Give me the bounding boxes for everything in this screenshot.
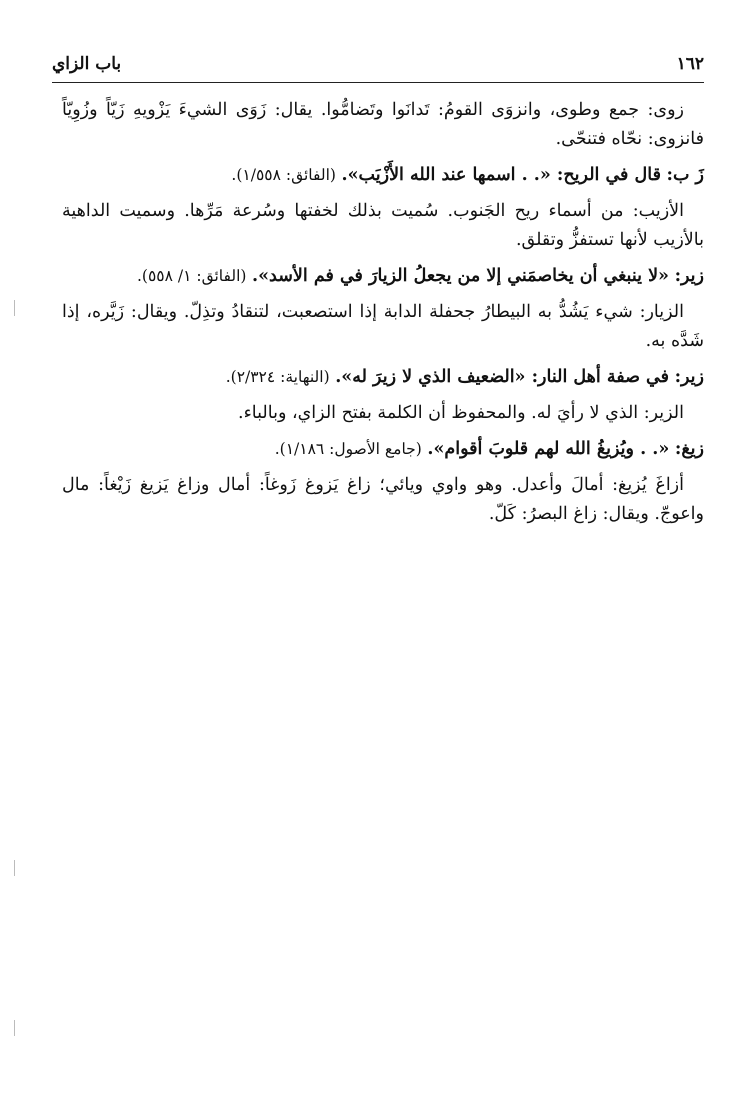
entry-quote: «. . ويُزيغُ الله لهم قلوبَ أقوام».	[427, 439, 670, 459]
paragraph-text: أزاغَ يُزيغ: أمالَ وأعدل. وهو واوي ويائي؛ زاغ يَزوغ زَوغاً: أمال وزاغ يَزيغ زَيْغاً: مال واعوجّ. ويقال: زاغ البصرُ: كَلّ.	[62, 475, 704, 524]
header-rule	[52, 82, 704, 83]
paragraph-text: الزيار: شيء يَشُدُّ به البيطارُ جحفلة الدابة إذا استصعبت، لتنقادُ وتذِلّ. ويقال: زَيَّره، إذا شَدَّه به.	[62, 302, 704, 351]
scan-edge-mark	[14, 300, 15, 316]
paragraph-zyr-2-definition	[62, 399, 704, 428]
entry-reference: (جامع الأصول: ١/١٨٦).	[274, 440, 422, 458]
entry-zab	[62, 161, 704, 190]
paragraph-text: الزير: الذي لا رأيَ له. والمحفوظ أن الكلمة بفتح الزاي، وبالباء.	[238, 403, 684, 423]
scan-edge-mark	[14, 860, 15, 876]
entry-quote: «لا ينبغي أن يخاصمَني إلا من يجعلُ الزيارَ في فم الأسد».	[252, 266, 669, 286]
page-header	[52, 50, 704, 86]
entry-zyr-1	[62, 262, 704, 291]
entry-reference: (النهاية: ٢/٣٢٤).	[225, 368, 330, 386]
entry-reference: (الفائق: ١/ ٥٥٨).	[136, 267, 247, 285]
entry-zygh	[62, 435, 704, 464]
paragraph-zyr-1-definition	[62, 298, 704, 356]
entry-reference: (الفائق: ١/٥٥٨).	[231, 166, 336, 184]
paragraph-text: زوى: جمع وطوى، وانزوَى القومُ: تَدانَوا وتَضامُّوا. يقال: زَوَى الشيءَ يَزْويهِ زَيّاً وزُوِيّاً فانزوى: نحّاه فتنحّى.	[62, 100, 704, 149]
entry-quote: في صفة أهل النار: «الضعيف الذي لا زيرَ له».	[335, 367, 669, 387]
entry-headword: زيغ:	[674, 439, 704, 459]
entry-zyr-2	[62, 363, 704, 392]
entry-quote: قال في الريح: «. . اسمها عند الله الأَزْيَب».	[341, 165, 661, 185]
entry-headword: زَ ب:	[666, 165, 704, 185]
page-body	[62, 96, 704, 536]
chapter-title: باب الزاي	[52, 54, 122, 74]
paragraph-zygh-definition	[62, 471, 704, 529]
page-number: ١٦٢	[676, 54, 704, 74]
paragraph-text: الأزيب: من أسماء ريح الجَنوب. سُميت بذلك لخفتها وسُرعة مَرِّها. وسميت الداهية بالأزيب لأنها تستفزُّ وتقلق.	[62, 201, 704, 250]
paragraph-zab-definition	[62, 197, 704, 255]
scan-edge-mark	[14, 1020, 15, 1036]
entry-headword: زير:	[674, 367, 704, 387]
entry-headword: زير:	[674, 266, 704, 286]
paragraph-zawi-definition	[62, 96, 704, 154]
